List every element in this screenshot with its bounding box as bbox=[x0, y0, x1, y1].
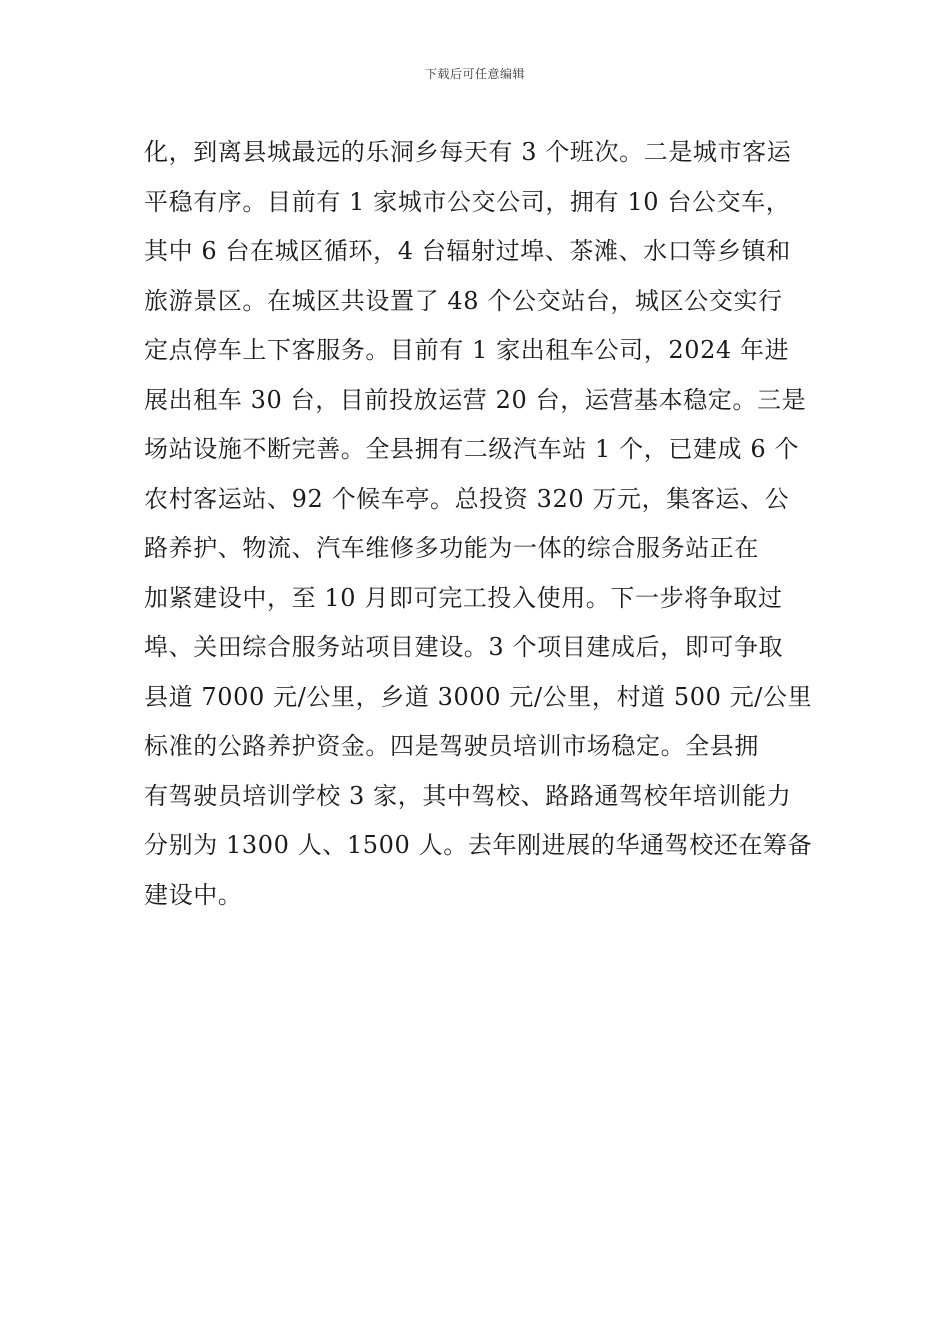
text-line: 定点停车上下客服务。目前有 1 家出租车公司，2024 年进 bbox=[144, 336, 790, 364]
text-line: 埠、关田综合服务站项目建设。3 个项目建成后，即可争取 bbox=[144, 633, 784, 661]
text-line: 加紧建设中，至 10 月即可完工投入使用。下一步将争取过 bbox=[144, 583, 783, 612]
text-line: 有驾驶员培训学校 3 家，其中驾校、路路通驾校年培训能力 bbox=[144, 781, 792, 810]
text-line: 化，到离县城最远的乐洞乡每天有 3 个班次。二是城市客运 bbox=[144, 138, 792, 166]
text-line: 展出租车 30 台，目前投放运营 20 台，运营基本稳定。三是 bbox=[144, 385, 807, 414]
header-note: 下载后可任意编辑 bbox=[424, 67, 525, 81]
text-line: 其中 6 台在城区循环，4 台辐射过埠、茶滩、水口等乡镇和 bbox=[144, 237, 791, 265]
text-line: 县道 7000 元/公里，乡道 3000 元/公里，村道 500 元/公里 bbox=[144, 682, 813, 711]
text-line: 平稳有序。目前有 1 家城市公交公司，拥有 10 台公交车， bbox=[144, 187, 791, 216]
text-line: 路养护、物流、汽车维修多功能为一体的综合服务站正在 bbox=[144, 534, 759, 562]
text-line: 标准的公路养护资金。四是驾驶员培训市场稳定。全县拥 bbox=[144, 732, 759, 760]
body-paragraph bbox=[144, 128, 813, 920]
text-line: 建设中。 bbox=[144, 880, 243, 909]
text-line: 旅游景区。在城区共设置了 48 个公交站台，城区公交实行 bbox=[144, 286, 783, 315]
text-line: 农村客运站、92 个候车亭。总投资 320 万元，集客运、公 bbox=[144, 484, 790, 513]
text-line: 场站设施不断完善。全县拥有二级汽车站 1 个，已建成 6 个 bbox=[144, 435, 800, 463]
text-line: 分别为 1300 人、1500 人。去年刚进展的华通驾校还在筹备 bbox=[144, 831, 813, 859]
